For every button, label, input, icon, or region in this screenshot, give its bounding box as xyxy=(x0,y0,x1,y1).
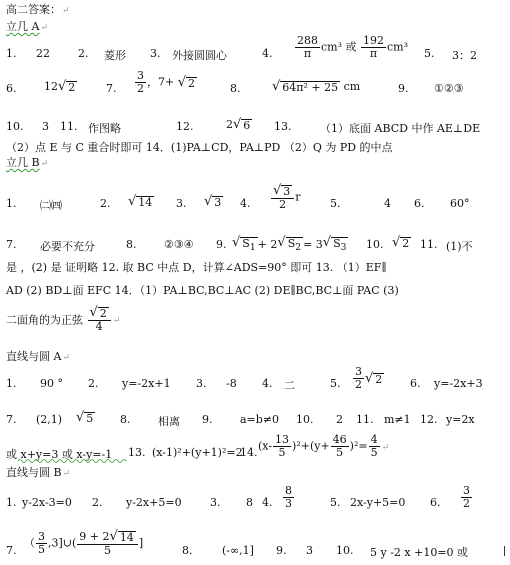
q-num: 10. xyxy=(296,413,314,426)
answer-9: ①②③ xyxy=(434,82,464,95)
return-mark-icon: ↵ xyxy=(112,315,121,326)
fraction-numerator xyxy=(271,184,294,199)
answer-4 xyxy=(282,485,295,510)
sqrt xyxy=(58,80,77,94)
q-num: 10. xyxy=(6,120,24,133)
subscript: 3 xyxy=(340,242,347,254)
fraction-numerator: 8 xyxy=(285,484,292,497)
fraction xyxy=(331,434,349,459)
fraction-denominator: 5 xyxy=(104,544,112,557)
q-num: 4. xyxy=(262,47,273,60)
answer-6: y=-2x+3 xyxy=(434,377,483,390)
sqrt xyxy=(128,195,154,209)
answer-6: 60° xyxy=(450,197,470,210)
q-num: 9. xyxy=(202,413,213,426)
radicand: 2 xyxy=(402,237,410,250)
fraction-denominator: 5 xyxy=(278,446,286,459)
q-num: 7. xyxy=(6,238,17,251)
radicand: 2 xyxy=(188,76,196,90)
fraction-numerator: 4 xyxy=(370,433,378,446)
fraction-numerator: 288 xyxy=(297,34,318,47)
radical-icon: √ xyxy=(392,235,401,250)
fraction xyxy=(135,70,146,95)
fraction xyxy=(88,306,111,333)
fraction xyxy=(273,434,291,459)
radical-icon: √ xyxy=(233,117,242,132)
radicand: 64π² + 25 xyxy=(282,81,339,94)
eq-part: )²= xyxy=(349,439,368,453)
q-num: 13. xyxy=(274,120,292,133)
q-num: 7. xyxy=(106,82,117,95)
answer-9: 3 xyxy=(306,544,313,557)
answers-row-5b: 是 ，(2) 是 证明略 12. 取 BC 中点 D，计算∠ADS=90° 即可 13. （1）EF∥ xyxy=(6,261,387,274)
q-num: 8. xyxy=(126,238,137,251)
sqrt xyxy=(392,236,411,250)
radical-icon: √ xyxy=(365,370,374,386)
q-num: 2. xyxy=(88,377,99,390)
fraction-denominator: 2 xyxy=(463,497,470,510)
fraction xyxy=(369,434,380,459)
unit: cm³ xyxy=(321,40,343,54)
q-num: 4. xyxy=(240,197,251,210)
radical-icon: √ xyxy=(76,410,85,425)
answer-8: 相离 xyxy=(158,415,180,428)
fraction-numerator: 192 xyxy=(363,34,385,47)
q-num: 8. xyxy=(230,82,241,95)
fraction xyxy=(361,35,386,60)
fraction xyxy=(36,531,47,556)
fraction-denominator: 5 xyxy=(38,543,45,556)
fraction-denominator: 4 xyxy=(95,320,103,333)
return-mark-icon: ↵ xyxy=(381,442,390,453)
section-solid-b-label: 立几 B xyxy=(6,156,40,169)
sqrt xyxy=(204,195,223,209)
fraction-denominator: π xyxy=(369,47,378,60)
operator: + 2 xyxy=(257,238,278,252)
numerator-text: 9 + 2 xyxy=(79,530,110,543)
fraction-denominator: π xyxy=(303,47,312,60)
fraction xyxy=(461,485,472,510)
sqrt xyxy=(76,411,95,425)
fraction-numerator: 13 xyxy=(275,433,290,446)
answer-3: 外接圆圆心 xyxy=(172,49,227,62)
q-num: 1. xyxy=(6,197,17,210)
fraction-numerator xyxy=(88,306,111,321)
answer-10: 2 xyxy=(336,413,343,426)
fraction-numerator: 3 xyxy=(355,365,362,378)
q-num: 2. xyxy=(78,47,89,60)
answer-4 xyxy=(270,184,301,211)
eq-part: )²+(y+ xyxy=(292,439,330,453)
fraction-denominator: 5 xyxy=(370,446,378,459)
q-num: 6. xyxy=(430,496,441,509)
answer-10: 3 xyxy=(42,120,49,133)
coef: 2 xyxy=(226,118,233,131)
radicand: 14 xyxy=(138,196,153,209)
q-num: 5. xyxy=(424,47,435,60)
answer-5: 4 xyxy=(384,197,391,210)
q-num: 11. xyxy=(356,413,374,426)
q-num: 4. xyxy=(262,496,273,509)
answer-1: 22 xyxy=(36,47,50,60)
answer-2: 菱形 xyxy=(104,49,126,62)
section-solid-a-label: 立几 A xyxy=(6,20,40,33)
radicand xyxy=(286,237,303,254)
q-num: 5. xyxy=(330,197,341,210)
q-num: 5. xyxy=(330,496,341,509)
q-num: 8. xyxy=(182,544,193,557)
section-line-b-label: 直线与圆 B xyxy=(6,466,62,479)
answer-5: 3：2 xyxy=(452,49,477,62)
answer-13: (x-1)²+(y+1)²=2 xyxy=(152,446,243,459)
return-mark-icon: ↵ xyxy=(62,469,71,479)
answer-8: (-∞,1] xyxy=(222,544,254,557)
interval-part: ,3]∪( xyxy=(48,536,77,550)
sqrt xyxy=(233,118,252,132)
radical-icon: √ xyxy=(273,183,282,198)
section-solid-a xyxy=(6,20,48,35)
answer-8: ②③④ xyxy=(164,238,194,251)
q-num: 13. xyxy=(128,446,146,459)
radicand: 5 xyxy=(86,412,94,425)
sqrt xyxy=(323,236,349,254)
answer-4: 二 xyxy=(284,379,295,392)
fraction xyxy=(295,35,320,60)
radical-icon: √ xyxy=(232,235,241,250)
bracket: ] xyxy=(138,536,144,550)
section-line-a xyxy=(6,350,70,365)
answer-14 xyxy=(258,434,389,459)
q-num: 3. xyxy=(150,47,161,60)
answer-1: ㈡㈣ xyxy=(40,199,62,212)
q-num: 10. xyxy=(336,544,354,557)
q-num: 3. xyxy=(210,496,221,509)
answer-9: a=b≠0 xyxy=(240,413,280,426)
radical-icon: √ xyxy=(109,529,118,544)
q-num: 12. xyxy=(420,413,438,426)
q-num: 1. xyxy=(6,47,17,60)
radical-icon: √ xyxy=(272,79,281,94)
fraction-numerator: 3 xyxy=(463,484,470,497)
radicand xyxy=(240,237,257,254)
fraction-numerator: 3 xyxy=(137,69,144,82)
sqrt xyxy=(365,372,384,386)
answer-11: m≠1 xyxy=(384,413,411,426)
q-num: 1. xyxy=(6,377,17,390)
radicand: 14 xyxy=(119,531,134,544)
answer-2 xyxy=(128,195,154,209)
section-line-a-label: 直线与圆 A xyxy=(6,350,62,363)
q-num: 11. xyxy=(420,238,438,251)
q-num: 2. xyxy=(92,496,103,509)
answer-10: 5 y -2 x +10=0 或 xyxy=(370,546,469,559)
variable: r xyxy=(295,190,301,204)
fraction xyxy=(77,530,138,557)
radical-icon: √ xyxy=(204,194,213,209)
fraction xyxy=(283,485,294,510)
variable: S xyxy=(333,237,341,250)
text-cursor xyxy=(504,546,510,556)
answer-7: (2,1) xyxy=(36,413,63,426)
q-num: 6. xyxy=(6,82,17,95)
bracket: （ xyxy=(24,536,35,550)
dihedral-text: 二面角的为正弦 xyxy=(6,313,83,327)
q-num: 7. xyxy=(6,544,17,557)
radicand: 3 xyxy=(214,196,222,209)
answer-1: 90 ° xyxy=(40,377,63,390)
sqrt xyxy=(277,236,303,254)
sqrt xyxy=(232,236,258,254)
return-mark-icon: ↵ xyxy=(40,159,49,169)
plus-text: ，7+ xyxy=(147,75,175,89)
answer-3: 8 xyxy=(246,496,253,509)
fraction-denominator: 3 xyxy=(285,497,292,510)
q-num: 3. xyxy=(176,197,187,210)
sqrt xyxy=(90,306,109,320)
q-num: 9. xyxy=(398,82,409,95)
radical-icon: √ xyxy=(89,305,98,320)
radical-icon: √ xyxy=(277,235,286,250)
q-num: 4. xyxy=(262,377,273,390)
unit: cm³ xyxy=(387,40,409,54)
unit: cm xyxy=(343,80,361,93)
q-num: 8. xyxy=(120,413,131,426)
q-num: 2. xyxy=(100,197,111,210)
subscript: 1 xyxy=(249,242,256,254)
return-mark-icon: ↵ xyxy=(40,23,48,33)
answer-5: 2x-y+5=0 xyxy=(350,496,406,509)
page-heading xyxy=(6,3,70,18)
radicand: 2 xyxy=(68,81,76,94)
answer-12 xyxy=(226,118,252,132)
answer-10 xyxy=(392,236,411,250)
answer-12-part-1: y=2x xyxy=(446,413,475,426)
answer-1: y-2x-3=0 xyxy=(22,496,72,509)
radicand: 3 xyxy=(283,185,291,198)
answer-11: 作图略 xyxy=(88,122,121,135)
return-mark-icon: ↵ xyxy=(62,353,70,363)
fraction xyxy=(271,184,294,211)
q-num: 3. xyxy=(196,377,207,390)
radicand: 6 xyxy=(243,119,251,132)
sqrt xyxy=(178,76,197,90)
subscript: 2 xyxy=(295,242,302,254)
heading-text: 高二答案： xyxy=(6,3,61,16)
spell-check-underline xyxy=(18,458,138,464)
fraction-numerator: 46 xyxy=(332,433,347,446)
answer-9 xyxy=(232,236,348,254)
answer-7b xyxy=(76,411,95,425)
coef: 12 xyxy=(44,80,58,93)
answer-6 xyxy=(460,485,473,510)
operator: = 3 xyxy=(303,238,323,252)
q-num: 5. xyxy=(330,377,341,390)
radical-icon: √ xyxy=(322,235,332,250)
answers-row-5c: AD (2) BD⊥面 EFC 14．（1）PA⊥BC,BC⊥AC (2) DE∥BC,BC⊥面 PAC (3) xyxy=(6,284,399,297)
eq-part: (x- xyxy=(258,439,273,453)
answer-13-part-1: （1）底面 ABCD 中作 AE⊥DE xyxy=(320,122,481,135)
q-num: 6. xyxy=(410,377,421,390)
fraction-numerator xyxy=(77,530,138,545)
fraction-denominator: 2 xyxy=(279,198,287,211)
sqrt xyxy=(110,530,136,544)
sqrt xyxy=(272,80,340,94)
variable: S xyxy=(287,237,296,250)
q-num: 10. xyxy=(366,238,384,251)
answer-11-part-1: (1)不 xyxy=(446,240,473,253)
fraction-denominator: 2 xyxy=(355,378,362,391)
answers-row-5d xyxy=(6,306,120,333)
fraction xyxy=(353,366,364,391)
answer-8 xyxy=(272,80,360,94)
q-num: 14. xyxy=(240,446,258,459)
radicand: 2 xyxy=(99,307,107,320)
answer-2: y-2x+5=0 xyxy=(126,496,182,509)
q-num: 6. xyxy=(414,197,425,210)
section-solid-b xyxy=(6,156,48,171)
q-num: 1. xyxy=(6,496,17,509)
answer-7 xyxy=(24,530,143,557)
answers-row-3b: （2）点 E 与 C 重合时即可 14．(1)PA⊥CD，PA⊥PD （2）Q 为 PD 的中点 xyxy=(6,141,393,154)
radicand xyxy=(331,237,348,254)
q-num: 7. xyxy=(6,413,17,426)
q-num: 11. xyxy=(60,120,78,133)
q-num: 9. xyxy=(276,544,287,557)
answer-4 xyxy=(294,35,408,60)
fraction-numerator: 3 xyxy=(38,530,45,543)
answer-7 xyxy=(134,70,197,95)
q-num: 12. xyxy=(176,120,194,133)
return-mark-icon: ↵ xyxy=(62,6,70,16)
radical-icon: √ xyxy=(128,194,137,209)
variable: S xyxy=(242,237,250,250)
sqrt xyxy=(273,184,292,198)
fraction-denominator: 5 xyxy=(336,446,344,459)
or-text: 或 xyxy=(345,40,357,54)
answer-2: y=-2x+1 xyxy=(122,377,171,390)
q-num: 9. xyxy=(216,238,227,251)
answer-12-part-2: 或 x+y=3 或 x-y=-1 xyxy=(6,448,113,461)
fraction-denominator: 2 xyxy=(137,82,144,95)
answer-7: 必要不充分 xyxy=(40,240,95,253)
section-line-b xyxy=(6,466,70,481)
answer-3 xyxy=(204,195,223,209)
answer-6 xyxy=(44,80,77,94)
radical-icon: √ xyxy=(58,79,67,94)
answer-5 xyxy=(352,366,384,391)
answer-3: -8 xyxy=(226,377,237,390)
radical-icon: √ xyxy=(177,74,187,90)
radicand: 2 xyxy=(375,372,383,386)
